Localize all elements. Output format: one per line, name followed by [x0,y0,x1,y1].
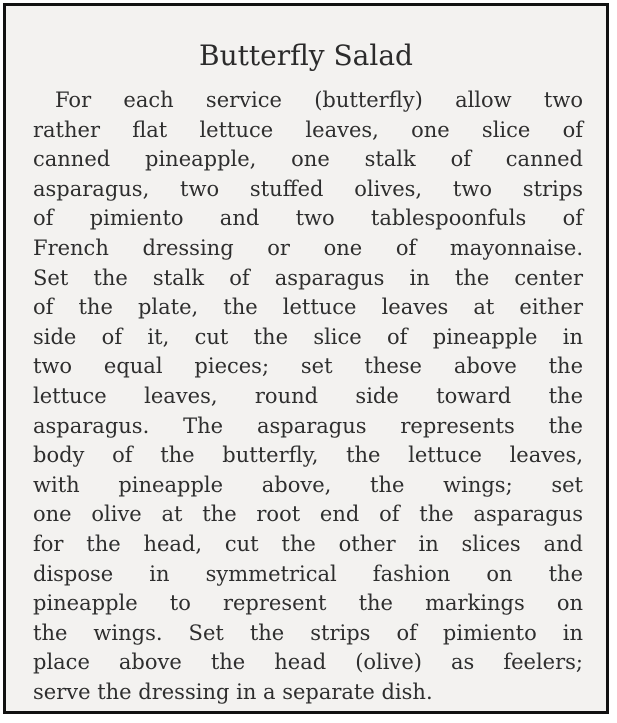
recipe-title: Butterfly Salad [199,39,413,72]
recipe-line: asparagus, two stuffed olives, two strips [33,176,583,201]
recipe-line: the wings. Set the strips of pimiento in [33,620,583,645]
recipe-line: one olive at the root end of the asparagus [33,502,583,527]
recipe-line: pineapple to represent the markings on [33,591,583,616]
recipe-line: with pineapple above, the wings; set [33,472,583,497]
page-frame [3,3,609,714]
recipe-body [33,86,583,707]
recipe-line: side of it, cut the slice of pineapple in [33,324,583,349]
recipe-line: rather flat lettuce leaves, one slice of [33,117,583,142]
recipe-line: canned pineapple, one stalk of canned [33,147,583,172]
recipe-line: Set the stalk of asparagus in the center [33,265,583,290]
recipe-line: lettuce leaves, round side toward the [33,383,583,408]
recipe-line: for the head, cut the other in slices and [33,531,583,556]
recipe-line: of pimiento and two tablespoonfuls of [33,206,583,231]
recipe-line: two equal pieces; set these above the [33,354,583,379]
recipe-line: French dressing or one of mayonnaise. [33,235,583,260]
recipe-line: place above the head (olive) as feelers; [33,650,583,675]
recipe-line: body of the butterfly, the lettuce leaves, [33,443,583,468]
recipe-line: dispose in symmetrical fashion on the [33,561,583,586]
recipe-line: of the plate, the lettuce leaves at either [33,295,583,320]
recipe-line: serve the dressing in a separate dish. [33,679,433,704]
recipe-line: For each service (butterfly) allow two [55,88,583,112]
recipe-line: asparagus. The asparagus represents the [33,413,583,438]
